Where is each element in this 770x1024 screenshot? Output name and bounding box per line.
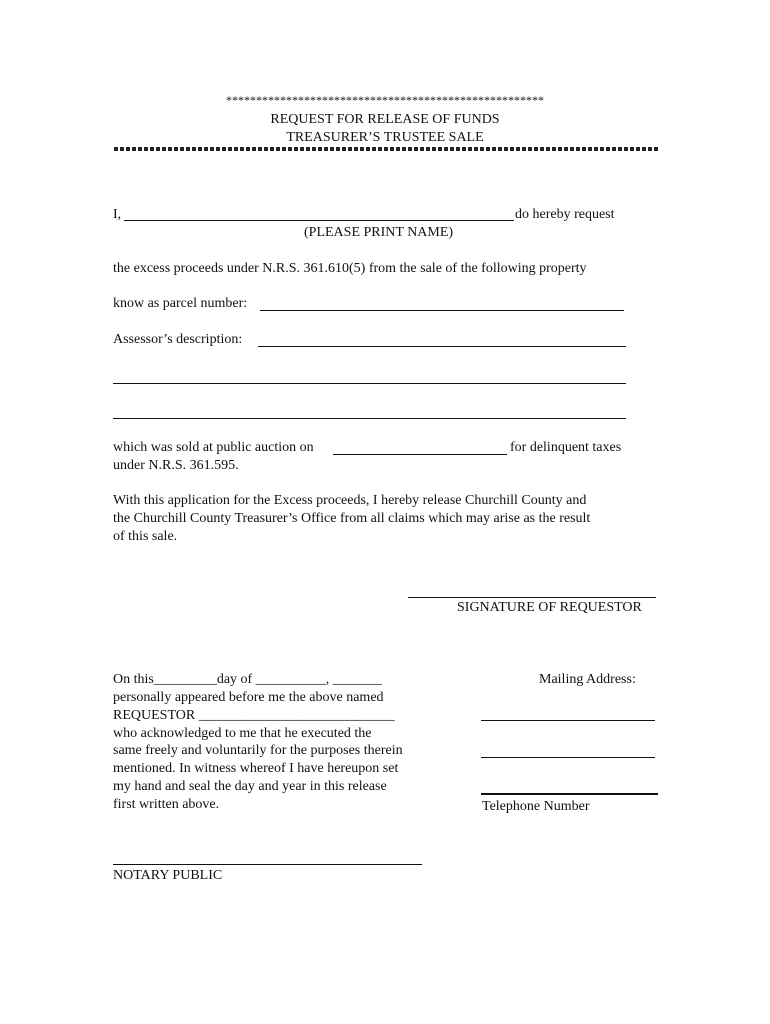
notary-line-1: On this_________day of __________, _______ xyxy=(113,672,382,687)
i-prefix: I, xyxy=(113,207,122,222)
notary-line-7: my hand and seal the day and year in this release xyxy=(113,779,387,794)
mailing-address-line-1[interactable] xyxy=(481,720,655,721)
header-stars: ***************************************************** xyxy=(226,93,544,107)
excess-proceeds-text: the excess proceeds under N.R.S. 361.610(5) from the sale of the following property xyxy=(113,261,587,276)
assessor-description-line-2[interactable] xyxy=(113,383,626,384)
notary-line-3: REQUESTOR ____________________________ xyxy=(113,708,395,723)
parcel-number-label: know as parcel number: xyxy=(113,296,248,311)
notary-line-6: mentioned. In witness whereof I have hereupon set xyxy=(113,761,399,776)
notary-line-5: same freely and voluntarily for the purposes therein xyxy=(113,743,403,758)
request-suffix: do hereby request xyxy=(515,207,615,222)
notary-line-4: who acknowledged to me that he executed the xyxy=(113,726,372,741)
name-input-line[interactable] xyxy=(124,220,514,221)
notary-public-label: NOTARY PUBLIC xyxy=(113,868,223,883)
header-dotted-divider xyxy=(114,147,660,151)
mailing-address-line-2[interactable] xyxy=(481,757,655,758)
notary-signature-line[interactable] xyxy=(113,864,422,865)
telephone-label: Telephone Number xyxy=(482,799,590,814)
release-text-2: the Churchill County Treasurer’s Office from all claims which may arise as the result xyxy=(113,511,591,526)
form-title: REQUEST FOR RELEASE OF FUNDS xyxy=(270,112,500,127)
parcel-number-line[interactable] xyxy=(260,310,624,311)
assessor-description-line-3[interactable] xyxy=(113,418,626,419)
auction-date-line[interactable] xyxy=(333,454,507,455)
mailing-address-label: Mailing Address: xyxy=(539,672,636,687)
notary-line-8: first written above. xyxy=(113,797,220,812)
assessor-description-line-1[interactable] xyxy=(258,346,626,347)
auction-suffix: for delinquent taxes xyxy=(510,440,622,455)
signature-label: SIGNATURE OF REQUESTOR xyxy=(457,600,642,615)
print-name-label: (PLEASE PRINT NAME) xyxy=(304,225,454,240)
auction-statute: under N.R.S. 361.595. xyxy=(113,458,239,473)
release-text-1: With this application for the Excess proceeds, I hereby release Churchill County and xyxy=(113,493,587,508)
telephone-line[interactable] xyxy=(481,793,658,795)
auction-prefix: which was sold at public auction on xyxy=(113,440,314,455)
assessor-description-label: Assessor’s description: xyxy=(113,332,243,347)
form-subtitle: TREASURER’S TRUSTEE SALE xyxy=(286,130,484,145)
notary-line-2: personally appeared before me the above named xyxy=(113,690,384,705)
release-text-3: of this sale. xyxy=(113,529,178,544)
signature-line[interactable] xyxy=(408,597,656,598)
